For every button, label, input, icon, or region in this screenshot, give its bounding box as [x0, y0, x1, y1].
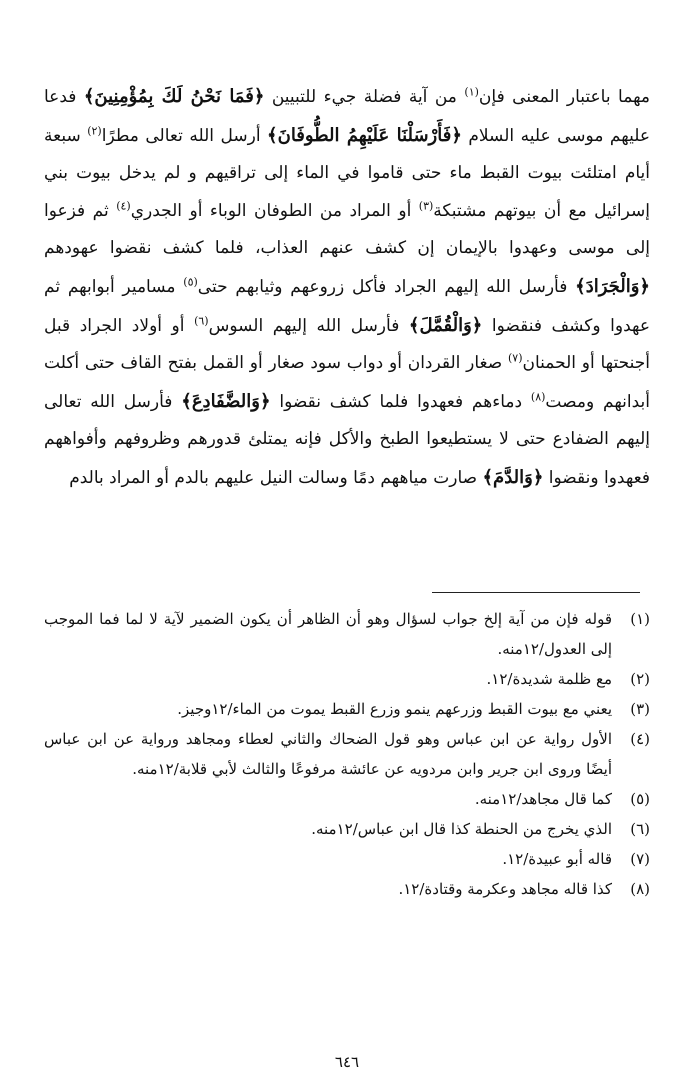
- quran-quote: ﴿فَمَا نَحْنُ لَكَ بِمُؤْمِنِينَ﴾: [83, 86, 265, 107]
- footnotes-section: [44, 604, 650, 904]
- footnote-ref-2[interactable]: (٢): [87, 123, 102, 137]
- text-run: فأرسل الله إليهم السوس: [208, 315, 409, 336]
- text-run: من آية فضلة جيء للتبيين: [264, 87, 465, 107]
- footnote-text: كذا قاله مجاهد وعكرمة وقتادة/١٢.: [398, 880, 612, 898]
- footnote-text: قوله فإن من آية إلخ جواب لسؤال وهو أن الظاهر أن يكون الضمير لآية لا لما فما الموجب إلى العدول/١٢منه.: [44, 610, 612, 658]
- footnote-text: مع ظلمة شديدة/١٢.: [486, 670, 612, 688]
- footnote-text: يعني مع بيوت القبط وزرعهم ينمو وزرع القبط يموت من الماء/١٢وجيز.: [177, 700, 612, 718]
- footnote-text: كما قال مجاهد/١٢منه.: [474, 790, 612, 808]
- footnote-item: [44, 604, 650, 664]
- footnote-ref-1[interactable]: (١): [464, 85, 479, 99]
- text-run: سبعة أيام امتلئت بيوت القبط ماء حتى قاموا في الماء إلى تراقيهم و لم يدخل بيوت بني إسرائيل مع أن بيوتهم مشتبكة: [44, 125, 650, 221]
- text-run: أو أولاد الجراد قبل أجنحتها أو الحمنان: [44, 315, 650, 374]
- footnote-number: (١): [630, 610, 650, 628]
- footnote-item: [44, 874, 650, 904]
- footnote-number: (٨): [630, 880, 650, 898]
- footnote-ref-7[interactable]: (٧): [507, 351, 523, 365]
- main-text: [44, 78, 650, 498]
- footnote-ref-5[interactable]: (٥): [183, 275, 198, 289]
- page-number: ٦٤٦: [334, 1053, 360, 1071]
- footnote-text: قاله أبو عبيدة/١٢.: [502, 850, 612, 868]
- text-run: فأرسل الله تعالى إليهم الضفادع حتى لا يستطيعوا الطبخ والأكل فإنه يمتلئ قدورهم وظروفهم وأفواههم فعهدوا ونقضوا: [44, 391, 650, 488]
- text-run: أو المراد من الطوفان الوباء أو الجدري: [130, 200, 419, 221]
- footnote-item: [44, 664, 650, 694]
- text-run: دماءهم فعهدوا فلما كشف نقضوا: [270, 391, 531, 412]
- footnote-item: [44, 724, 650, 784]
- quran-quote: ﴿وَالضَّفَادِعَ﴾: [181, 390, 271, 412]
- main-paragraph: [44, 78, 650, 498]
- text-run: فأرسل الله إليهم الجراد فأكل زروعهم وثيابهم حتى: [197, 276, 576, 297]
- footnote-number: (٤): [630, 730, 650, 748]
- footnote-item: [44, 784, 650, 814]
- text-run: صارت مياههم دمًا وسالت النيل عليهم بالدم أو المراد بالدم: [69, 467, 483, 488]
- footnote-ref-8[interactable]: (٨): [530, 390, 546, 404]
- text-run: مهما باعتبار المعنى فإن: [478, 87, 651, 107]
- footnote-item: [44, 694, 650, 724]
- footnote-item: [44, 814, 650, 844]
- quran-quote: ﴿وَالْقُمَّلَ﴾: [408, 314, 483, 336]
- quran-quote: ﴿وَالدَّمَ﴾: [482, 466, 544, 488]
- text-run: مسامير أبوابهم ثم عهدوا وكشف فنقضوا: [44, 276, 650, 336]
- footnote-number: (٥): [630, 790, 650, 808]
- footnote-ref-4[interactable]: (٤): [116, 199, 131, 213]
- footnote-text: الأول رواية عن ابن عباس وهو قول الضحاك والثاني لعطاء ومجاهد ورواية عن ابن عباس أيضًا وروى ابن جرير وابن مردويه عن عائشة مرفوعًا والثالث لأبي قلابة/١٢منه.: [44, 730, 612, 778]
- quran-quote: ﴿وَالْجَرَادَ﴾: [575, 275, 650, 297]
- footnote-number: (٢): [630, 670, 650, 688]
- text-run: صغار القردان أو دواب سود صغار أو القمل بفتح القاف حتى أكلت أبدانهم ومصت: [44, 353, 650, 412]
- footnote-number: (٧): [630, 850, 650, 868]
- text-run: فدعا عليهم موسى عليه السلام: [44, 87, 650, 146]
- footnote-ref-3[interactable]: (٣): [418, 199, 434, 213]
- footnote-divider: [432, 592, 640, 593]
- footnote-ref-6[interactable]: (٦): [194, 313, 209, 327]
- footnote-number: (٣): [630, 700, 650, 718]
- footnote-item: [44, 844, 650, 874]
- quran-quote: ﴿فَأَرْسَلْنَا عَلَيْهِمُ الطُّوفَانَ﴾: [267, 124, 462, 146]
- text-run: ثم فزعوا إلى موسى وعهدوا بالإيمان إن كشف عنهم العذاب، فلما كشف نقضوا عهودهم: [44, 200, 650, 259]
- footnote-text: الذي يخرج من الحنطة كذا قال ابن عباس/١٢منه.: [311, 820, 612, 838]
- text-run: أرسل الله تعالى مطرًا: [101, 125, 268, 146]
- footnote-number: (٦): [630, 820, 650, 838]
